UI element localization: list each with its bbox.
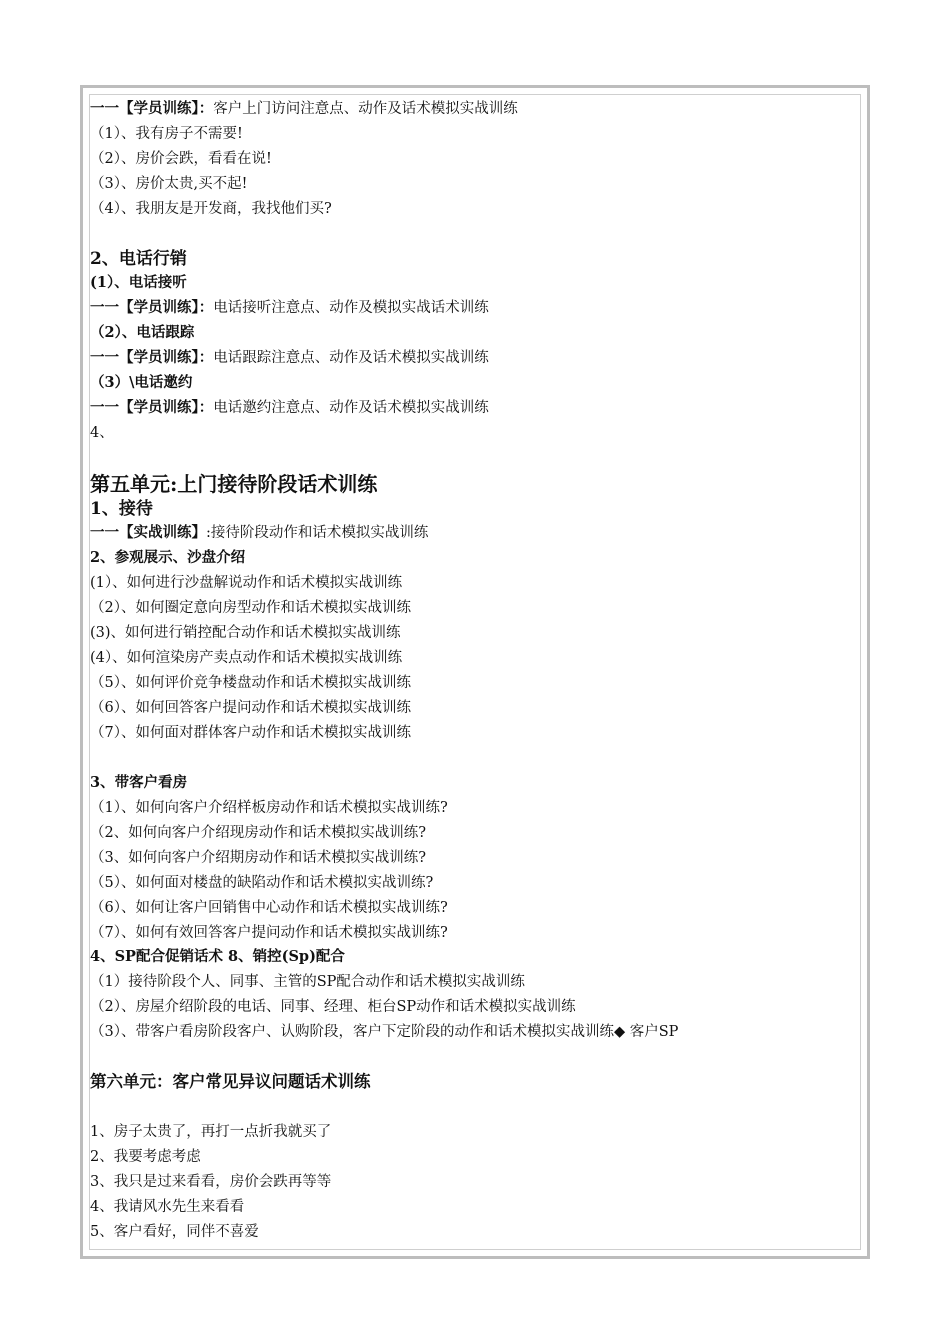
text-line: 4、我请风水先生来看看 [90, 1199, 245, 1215]
text-line: （6）、如何让客户回销售中心动作和话术模拟实战训练? [90, 900, 448, 916]
text-line [90, 398, 489, 418]
text-line: （6）、如何回答客户提问动作和话术模拟实战训练 [90, 700, 411, 716]
text-line: 1、房子太贵了，再打一点折我就买了 [90, 1124, 332, 1140]
subsection-heading: （2）、电话跟踪 [90, 324, 195, 341]
line-text: 电话接听注意点、动作及模拟实战话术训练 [213, 300, 489, 316]
text-line [90, 523, 428, 543]
text-line [90, 298, 489, 318]
text-line: （2）、房屋介绍阶段的电话、同事、经理、柜台SP动作和话术模拟实战训练 [90, 999, 576, 1015]
text-line: （3）、房价太贵,买不起! [90, 176, 248, 192]
text-line: (4）、如何渲染房产卖点动作和话术模拟实战训练 [90, 650, 403, 666]
text-line: （5）、如何评价竞争楼盘动作和话术模拟实战训练 [90, 675, 411, 691]
line-prefix: 一一【学员训练】： [90, 299, 214, 316]
unit-heading: 第五单元:上门接待阶段话术训练 [90, 472, 378, 496]
text-line: （3、如何向客户介绍期房动作和话术模拟实战训练? [90, 850, 426, 866]
text-line: （1）、如何向客户介绍样板房动作和话术模拟实战训练? [90, 800, 448, 816]
line-prefix: 一一【学员训练】： [90, 399, 214, 416]
line-prefix: 一一【学员训练】： [90, 100, 214, 117]
text-line [90, 99, 518, 119]
text-line: (3)、如何进行销控配合动作和话术模拟实战训练 [90, 625, 401, 641]
line-prefix: 一一【学员训练】： [90, 349, 214, 366]
subsection-heading: (1）、电话接听 [90, 274, 187, 291]
text-line: 2、我要考虑考虑 [90, 1149, 201, 1165]
text-line: （7）、如何有效回答客户提问动作和话术模拟实战训练? [90, 925, 448, 941]
text-line: （2、如何向客户介绍现房动作和话术模拟实战训练? [90, 825, 426, 841]
section-heading: 1、接待 [90, 499, 153, 519]
line-text: 电话邀约注意点、动作及话术模拟实战训练 [213, 400, 489, 416]
section-heading: 2、电话行销 [90, 249, 187, 269]
text-line: (1）、如何进行沙盘解说动作和话术模拟实战训练 [90, 575, 403, 591]
section-heading: 2、参观展示、沙盘介绍 [90, 549, 246, 566]
text-line: （1）接待阶段个人、同事、主管的SP配合动作和话术模拟实战训练 [90, 974, 525, 990]
text-line: （1）、我有房子不需要! [90, 126, 243, 142]
text-line: 5、客户看好，同伴不喜爱 [90, 1224, 259, 1240]
text-line: （4）、我朋友是开发商，我找他们买? [90, 201, 332, 217]
line-text: :接待阶段动作和话术模拟实战训练 [206, 525, 429, 541]
text-line: （7）、如何面对群体客户动作和话术模拟实战训练 [90, 725, 411, 741]
text-line: 3、我只是过来看看，房价会跌再等等 [90, 1174, 332, 1190]
text-line: （5）、如何面对楼盘的缺陷动作和话术模拟实战训练? [90, 875, 434, 891]
text-line: （2）、房价会跌，看看在说! [90, 151, 272, 167]
section-heading: 4、SP配合促销话术 8、销控(Sp)配合 [90, 948, 345, 965]
text-line: （3）、带客户看房阶段客户、认购阶段，客户下定阶段的动作和话术模拟实战训练◆ 客户SP [90, 1024, 679, 1040]
line-text: 客户上门访问注意点、动作及话术模拟实战训练 [213, 101, 518, 117]
line-prefix: 一一【实战训练】 [90, 524, 206, 541]
text-line: 4、 [90, 425, 114, 441]
line-text: 电话跟踪注意点、动作及话术模拟实战训练 [213, 350, 489, 366]
subsection-heading: （3）\电话邀约 [90, 374, 193, 391]
text-line [90, 348, 489, 368]
text-line: （2）、如何圈定意向房型动作和话术模拟实战训练 [90, 600, 411, 616]
unit-heading: 第六单元：客户常见异议问题话术训练 [90, 1072, 371, 1091]
section-heading: 3、带客户看房 [90, 774, 188, 791]
